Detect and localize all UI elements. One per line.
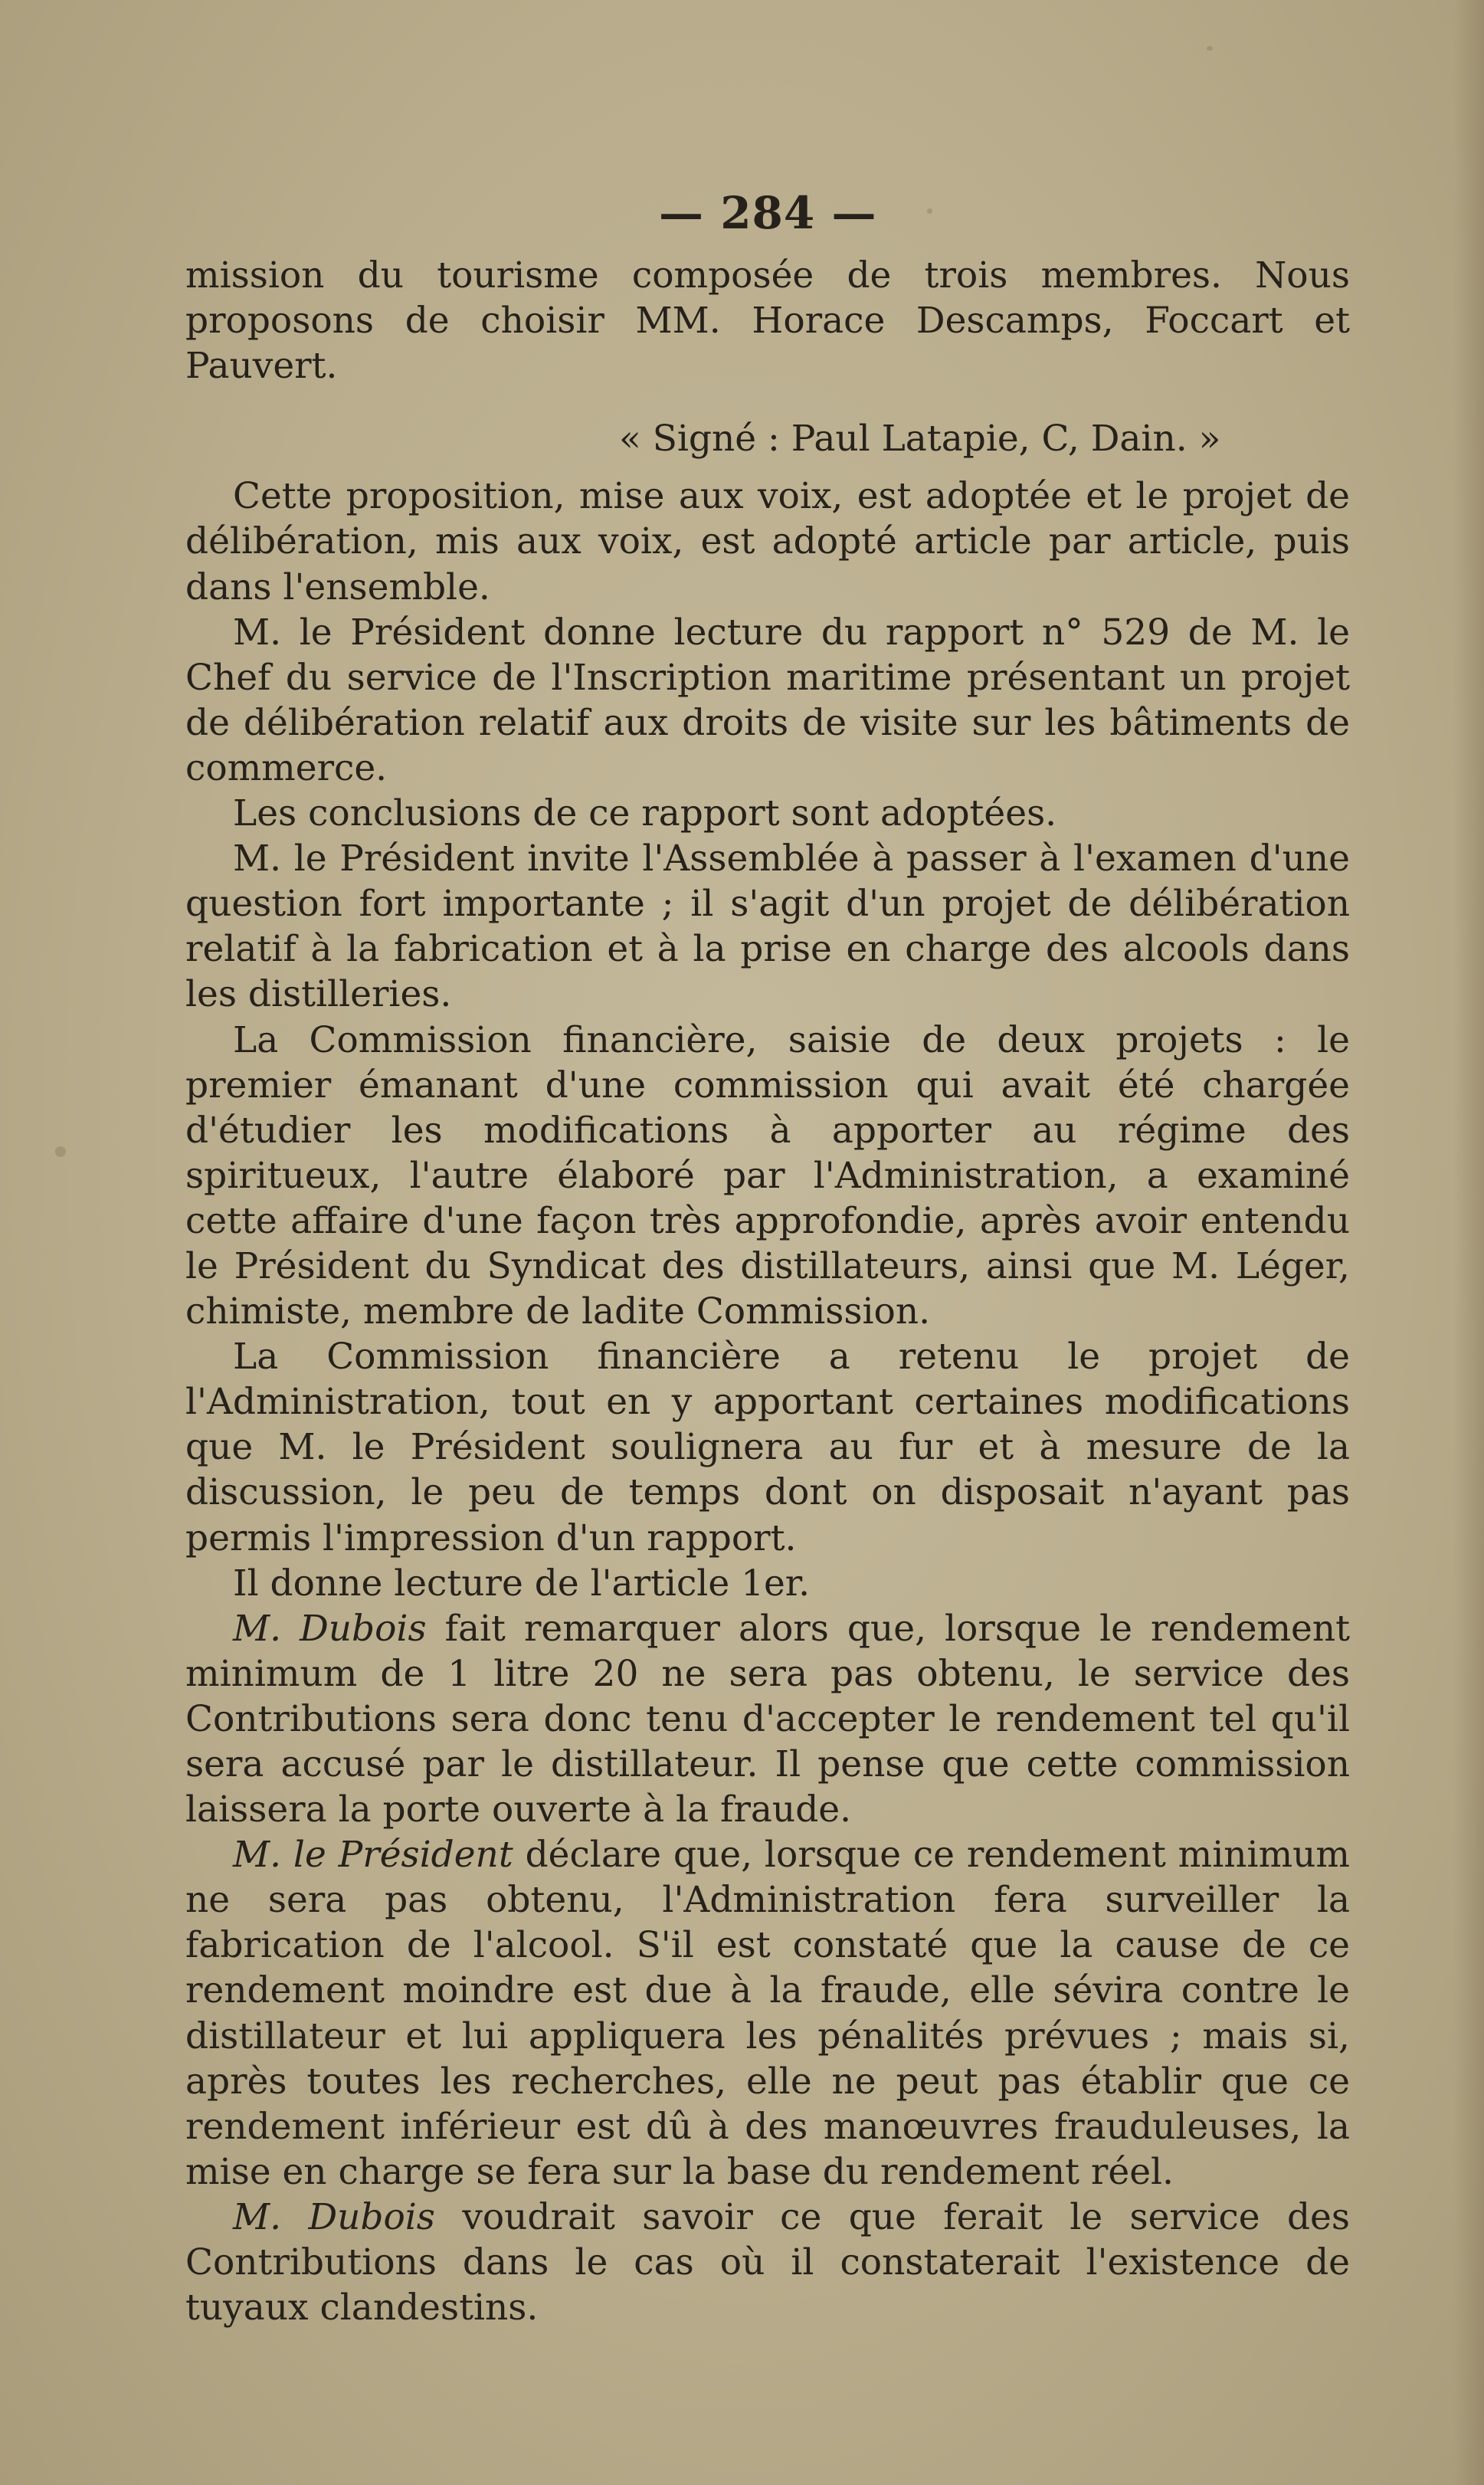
page-edge-shadow (1453, 0, 1484, 2485)
page-number: — 284 — (659, 187, 877, 239)
paragraph-alcools: M. le Président invite l'Assemblée à passer à l'examen d'une question fort importante ; il s'agit d'un projet de délibération relatif à la fabrication et à la prise en charge des alcools dans les distilleries. (185, 838, 1350, 1016)
paragraph-president-reply (185, 1832, 1350, 2195)
paper-speck (927, 208, 932, 214)
speaker-name: M. le Président (233, 1834, 513, 1877)
speech-text: fait remarquer alors que, lorsque le rendement minimum de 1 litre 20 ne sera pas obtenu, le service des Contributions sera donc tenu d'accepter le rendement tel qu'il sera accusé par le distillateur. Il pense que cette commission laissera la porte ouverte à la fraude. (185, 1607, 1350, 1831)
signature-line: « Signé : Paul Latapie, C, Dain. » (619, 418, 1221, 461)
paragraph-dubois-question (185, 2195, 1350, 2330)
body-text (185, 253, 1350, 2330)
speech-text: voudrait savoir ce que ferait le service des Contributions dans le cas où il constaterait l'existence de tuyaux clandestins. (185, 2195, 1350, 2329)
paragraph-projet-administration: La Commission financière a retenu le projet de l'Administration, tout en y apportant certaines modifications que M. le Président soulignera au fur et à mesure de la discussion, le peu de temps dont on disposait n'ayant pas permis l'impression d'un rapport. (185, 1336, 1350, 1559)
paragraph-commission-financiere: La Commission financière, saisie de deux projets : le premier émanant d'une commission qui avait été chargée d'étudier les modifications à apporter au régime des spiritueux, l'autre élaboré par l'Administration, a examiné cette affaire d'une façon très approfondie, après avoir entendu le Président du Syndicat des distillateurs, ainsi que M. Léger, chimiste, membre de ladite Commission. (185, 1018, 1350, 1333)
paragraph-conclusions: Les conclusions de ce rapport sont adoptées. (233, 792, 1057, 835)
speaker-name: M. Dubois (233, 1607, 427, 1650)
paragraph-article-1: Il donne lecture de l'article 1er. (233, 1562, 811, 1605)
paragraph-vote-result: Cette proposition, mise aux voix, est adoptée et le projet de délibération, mis aux voix, est adopté article par article, puis dans l'ensemble. (185, 475, 1350, 608)
paragraph-dubois-remark (185, 1606, 1350, 1832)
paragraph-rapport-529: M. le Président donne lecture du rapport n° 529 de M. le Chef du service de l'Inscription maritime présentant un projet de délibération relatif aux droits de visite sur les bâtiments de commerce. (185, 611, 1350, 789)
speaker-name: M. Dubois (233, 2195, 435, 2238)
speech-text: déclare que, lorsque ce rendement minimum ne sera pas obtenu, l'Administration fera surveiller la fabrication de l'alcool. S'il est constaté que la cause de ce rendement moindre est due à la fraude, elle sévira contre le distillateur et lui appliquera les pénalités prévues ; mais si, après toutes les recherches, elle ne peut pas établir que ce rendement inférieur est dû à des manœuvres frauduleuses, la mise en charge se fera sur la base du rendement réel. (185, 1834, 1350, 2193)
paper-speck (1207, 46, 1213, 51)
paper-speck (55, 1146, 66, 1157)
paragraph-continuation: mission du tourisme composée de trois membres. Nous proposons de choisir MM. Horace Descamps, Foccart et Pauvert. (185, 254, 1350, 388)
